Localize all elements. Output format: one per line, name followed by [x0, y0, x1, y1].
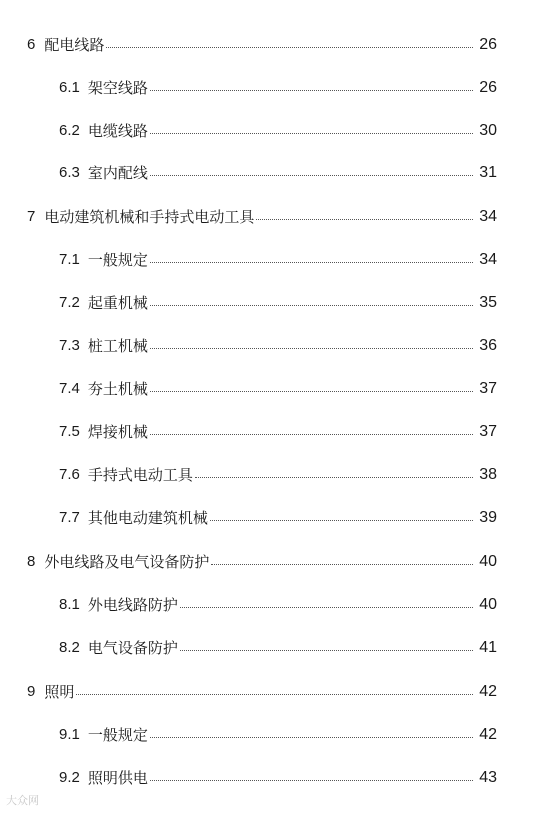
toc-entry-title: 电缆线路: [87, 122, 148, 140]
toc-entry-number: 7.2: [59, 294, 80, 311]
toc-entry-page: 43: [479, 769, 497, 786]
toc-entry-page: 26: [479, 36, 497, 53]
toc-leader-dots: [150, 174, 473, 176]
toc-entry[interactable]: [0, 680, 535, 704]
toc-entry-number: 8.2: [59, 639, 80, 656]
watermark: 大众网: [6, 795, 39, 807]
toc-entry-number: 6.1: [59, 79, 80, 96]
toc-entry[interactable]: [0, 334, 535, 358]
toc-entry[interactable]: [0, 161, 535, 185]
toc-leader-dots: [210, 519, 473, 521]
toc-entry[interactable]: [0, 506, 535, 530]
toc-entry-page: 35: [479, 294, 497, 311]
toc-entry-title: 室内配线: [87, 164, 148, 182]
toc-entry-page: 30: [479, 122, 497, 139]
toc-leader-dots: [211, 563, 473, 565]
toc-entry-page: 42: [479, 683, 497, 700]
toc-entry-title: 照明供电: [87, 769, 148, 787]
toc-leader-dots: [106, 46, 473, 48]
toc-leader-dots: [150, 261, 473, 263]
toc-entry-title: 手持式电动工具: [87, 466, 193, 484]
toc-entry[interactable]: [0, 248, 535, 272]
toc-entry-title: 电气设备防护: [87, 639, 178, 657]
toc-entry-page: 26: [479, 79, 497, 96]
toc-entry-page: 37: [479, 380, 497, 397]
toc-entry-title: 配电线路: [44, 36, 105, 54]
toc-entry[interactable]: [0, 76, 535, 100]
toc-leader-dots: [150, 390, 473, 392]
toc-leader-dots: [256, 218, 473, 220]
toc-entry-title: 外电线路及电气设备防护: [44, 553, 210, 571]
toc-entry-page: 36: [479, 337, 497, 354]
toc-entry-title: 架空线路: [87, 79, 148, 97]
toc-entry-number: 9.1: [59, 726, 80, 743]
toc-entry[interactable]: [0, 593, 535, 617]
toc-leader-dots: [150, 132, 473, 134]
toc-entry-number: 6: [27, 36, 36, 53]
toc-leader-dots: [76, 693, 473, 695]
toc-entry-page: 39: [479, 509, 497, 526]
toc-entry-number: 7: [27, 208, 36, 225]
toc-entry-number: 6.2: [59, 122, 80, 139]
toc-entry[interactable]: [0, 723, 535, 747]
toc-entry-page: 37: [479, 423, 497, 440]
toc-entry[interactable]: [0, 205, 535, 229]
toc-entry-number: 7.7: [59, 509, 80, 526]
toc-entry-title: 其他电动建筑机械: [87, 509, 208, 527]
toc-entry-title: 一般规定: [87, 251, 148, 269]
toc-entry-title: 桩工机械: [87, 337, 148, 355]
toc-entry-number: 8.1: [59, 596, 80, 613]
toc-entry[interactable]: [0, 766, 535, 790]
toc-entry[interactable]: [0, 33, 535, 57]
toc-entry-number: 7.1: [59, 251, 80, 268]
toc-entry[interactable]: [0, 119, 535, 143]
toc-entry-title: 起重机械: [87, 294, 148, 312]
toc-entry-title: 一般规定: [87, 726, 148, 744]
toc-entry[interactable]: [0, 291, 535, 315]
toc-entry-title: 夯土机械: [87, 380, 148, 398]
toc-entry-title: 电动建筑机械和手持式电动工具: [44, 208, 255, 226]
toc-entry-number: 9.2: [59, 769, 80, 786]
toc-leader-dots: [195, 476, 473, 478]
toc-entry-number: 6.3: [59, 164, 80, 181]
toc-entry-number: 7.3: [59, 337, 80, 354]
toc-entry-number: 9: [27, 683, 36, 700]
toc-entry-title: 照明: [44, 683, 75, 701]
toc-entry-page: 38: [479, 466, 497, 483]
toc-entry[interactable]: [0, 636, 535, 660]
toc-entry-page: 34: [479, 208, 497, 225]
toc-entry-number: 7.4: [59, 380, 80, 397]
toc-entry[interactable]: [0, 420, 535, 444]
toc-leader-dots: [150, 347, 473, 349]
toc-entry-number: 7.6: [59, 466, 80, 483]
toc-entry-page: 42: [479, 726, 497, 743]
toc-entry-page: 41: [479, 639, 497, 656]
toc-leader-dots: [150, 736, 473, 738]
toc-entry[interactable]: [0, 550, 535, 574]
toc-entry-page: 34: [479, 251, 497, 268]
toc-entry[interactable]: [0, 377, 535, 401]
toc-entry-number: 7.5: [59, 423, 80, 440]
toc-entry-title: 焊接机械: [87, 423, 148, 441]
toc-entry-page: 40: [479, 596, 497, 613]
toc-leader-dots: [150, 304, 473, 306]
toc-leader-dots: [180, 606, 473, 608]
toc-leader-dots: [150, 779, 473, 781]
toc-entry-title: 外电线路防护: [87, 596, 178, 614]
toc-entry-page: 40: [479, 553, 497, 570]
toc-leader-dots: [180, 649, 473, 651]
toc-leader-dots: [150, 433, 473, 435]
toc-entry-number: 8: [27, 553, 36, 570]
toc-leader-dots: [150, 89, 473, 91]
toc-entry[interactable]: [0, 463, 535, 487]
toc-entry-page: 31: [479, 164, 497, 181]
